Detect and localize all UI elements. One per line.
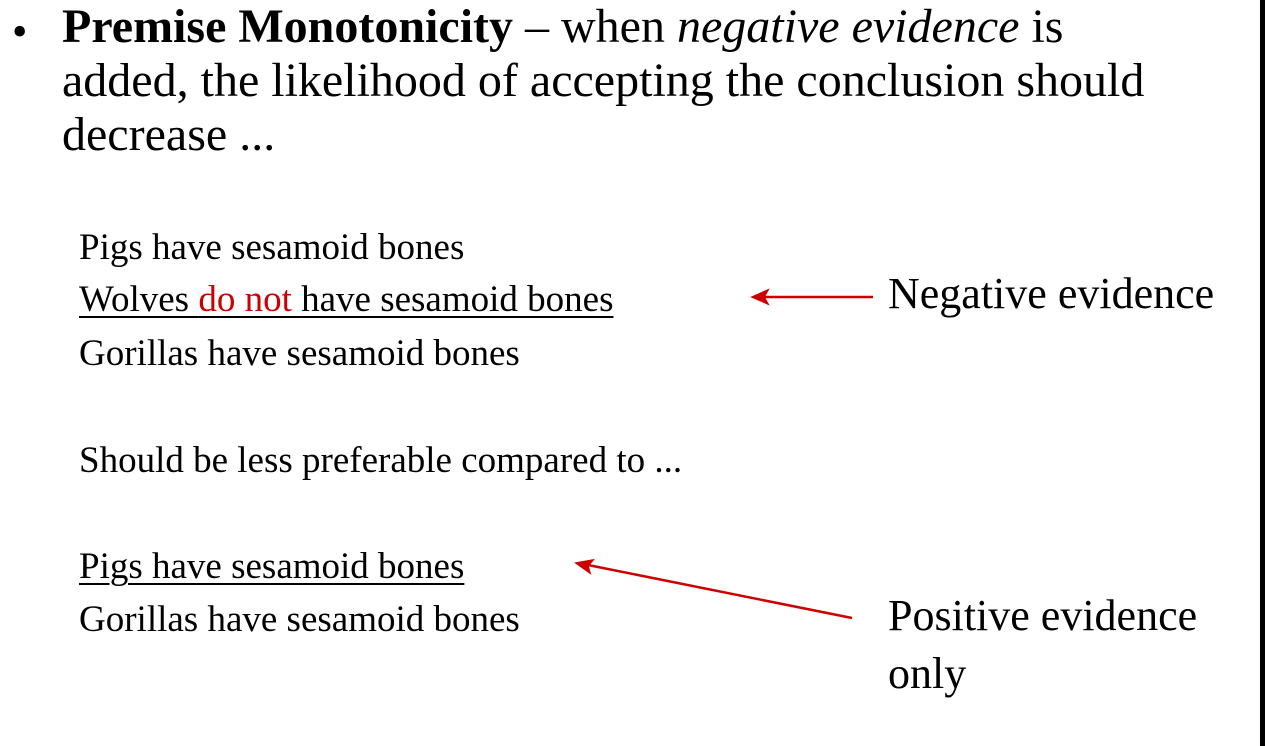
wolves-suffix: have sesamoid bones [301,279,614,320]
bullet-dot: • [12,7,28,56]
example1-conclusion: Gorillas have sesamoid bones [79,333,520,374]
bullet-paragraph [62,0,1202,162]
bullet-rest: is added, the likelihood of accepting the conclusion should decrease ... [62,0,1145,161]
comparison-text: Should be less preferable compared to ... [79,440,683,481]
example1-premise-wolves [79,278,613,322]
positive-evidence-label: Positive evidence only [888,591,1198,698]
bullet-emphasis: negative evidence [676,0,1020,53]
example2-premise-pigs: Pigs have sesamoid bones [79,546,465,587]
wolves-prefix: Wolves [79,279,199,320]
negative-evidence-label: Negative evidence [888,269,1215,318]
bullet-term: Premise Monotonicity [62,0,514,53]
negation-text: do not [198,279,302,320]
bullet-dash: – when [513,0,677,53]
negative-evidence-arrow [752,290,873,304]
right-edge-border [1260,0,1265,746]
positive-evidence-arrow [576,560,852,618]
example1-premise-pigs: Pigs have sesamoid bones [79,227,465,268]
example2-conclusion: Gorillas have sesamoid bones [79,599,520,640]
